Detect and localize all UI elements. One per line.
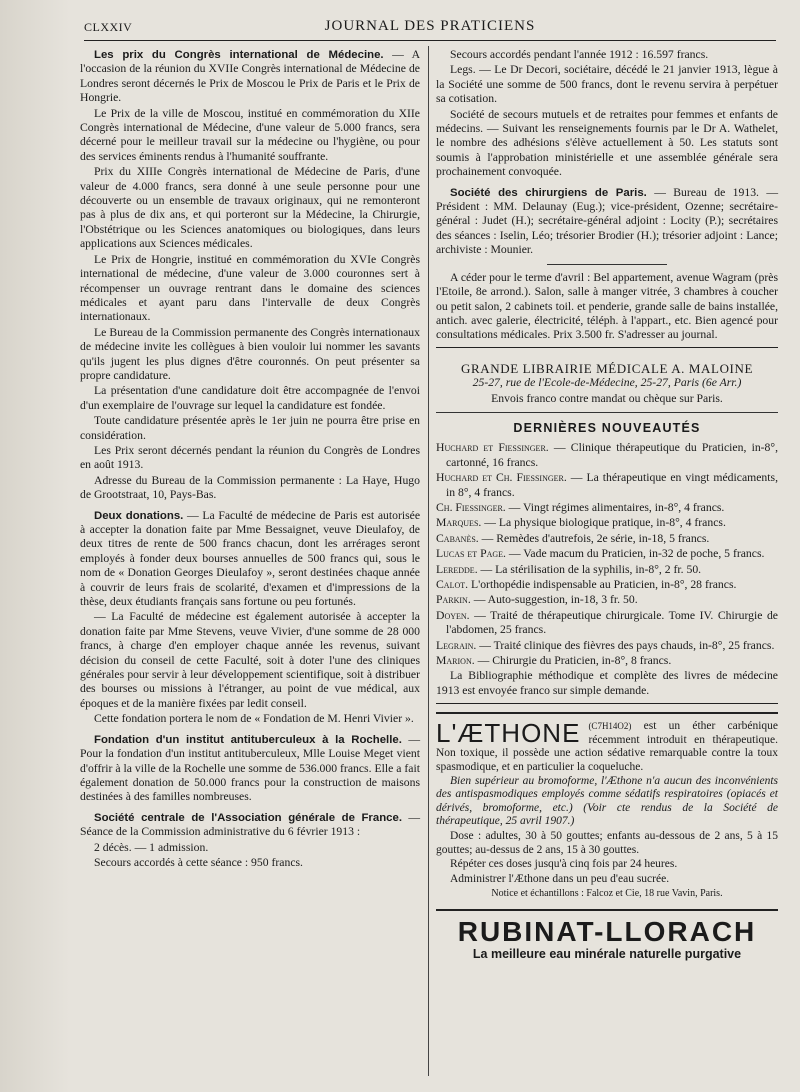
- left-column: [80, 48, 420, 871]
- book-author: Marion.: [436, 654, 475, 668]
- book-title: — Clinique thérapeutique du Praticien, in-8°, cartonné, 16 francs.: [446, 441, 778, 469]
- book-list: [436, 441, 778, 668]
- paragraph: Cette fondation portera le nom de « Fondation de M. Henri Vivier ».: [94, 712, 414, 726]
- book-entry: [436, 471, 778, 500]
- book-author: Leredde.: [436, 562, 478, 576]
- paragraph: — Séance de la Commission administrative du 6 février 1913 :: [80, 810, 420, 839]
- book-title: — Auto-suggestion, in-18, 3 fr. 50.: [470, 593, 638, 607]
- paragraph: est un éther carbénique récemment introduit en thérapeutique. Non toxique, il possède une action sédative remarquable contre la toux spasmodique, et en particulier la coqueluche.: [436, 720, 779, 774]
- column-divider: [428, 46, 429, 1076]
- right-column: [436, 48, 778, 961]
- article-chirurgiens: [436, 186, 778, 258]
- paragraph: — La Faculté de médecine de Paris est autorisée à accepter la donation faite par Mme Bessaignet, veuve Dieulafoy, de deux titres de rente de 500 francs chacun, dont les arrérages seront employés à fonder deux bourses annuelles de 500 francs qui, sous le nom de « Donation Georges Dieulafoy », seront destinées chaque année à couvrir de leurs frais de scolarité, d'examen et d'impressions de la thèse, deux étudiants français sans fortune ou peu fortunés.: [80, 508, 421, 609]
- paragraph: Répéter ces doses jusqu'à cinq fois par 24 heures.: [450, 858, 678, 871]
- article-title: Les prix du Congrès international de Médecine.: [94, 49, 384, 61]
- book-entry: [436, 563, 778, 577]
- book-title: — Traité clinique des fièvres des pays chauds, in-8°, 25 francs.: [476, 638, 775, 652]
- paragraph: La présentation d'une candidature doit être accompagnée de l'envoi d'un exemplaire de l'ouvrage sur lequel la candidature est fondée.: [80, 384, 420, 412]
- article-prix: [80, 48, 420, 106]
- rubinat-ad: [436, 909, 778, 961]
- article-title: Société des chirurgiens de Paris.: [450, 186, 647, 199]
- section-heading: DERNIÈRES NOUVEAUTÉS: [513, 420, 701, 435]
- paragraph: Adresse du Bureau de la Commission permanente : La Haye, Hugo de Grootstraat, 10, Pays-Bas.: [80, 473, 420, 502]
- book-author: Parkin.: [436, 593, 471, 607]
- classified-ad: A céder pour le terme d'avril : Bel appartement, avenue Wagram (près l'Etoile, 8e arrond.). Salon, salle à manger vitrée, 3 chambres à coucher ou petit salon, 2 cabinets toil. et penderie, grande salle de bains installée, antich. avec galerie, électricité, téléph. à l'appart., etc. Bien agencé pour consultations médicales. Prix 3.500 fr. S'adresser au journal.: [436, 270, 778, 342]
- book-entry: [436, 609, 778, 638]
- paragraph: Bien supérieur au bromoforme, l'Æthone n'a aucun des inconvénients des antispasmodiques employés comme sédatifs respiratoires (opiacés et dérivés, bromoforme, etc.) (Voir cte rendus de la Société de thérapeutique, 25 avril 1907.): [436, 774, 778, 828]
- book-author: Ch. Fiessinger.: [436, 500, 506, 514]
- page-number: CLXXIV: [84, 20, 133, 34]
- chemical-formula: (C7H14O2): [588, 721, 632, 732]
- paragraph: Dose : adultes, 30 à 50 gouttes; enfants au-dessous de 2 ans, 5 à 15 gouttes; au-dessus de 2 ans, 15 à 30 gouttes.: [436, 830, 778, 856]
- paragraph: Le Bureau de la Commission permanente des Congrès internationaux de médecine invite les collègues à bien vouloir lui nommer les savants qu'ils jugent les plus dignes d'être couronnés. On peut présenter sa propre candidature.: [80, 325, 420, 382]
- maloine-ad: [436, 347, 778, 705]
- article-donations: [80, 509, 420, 610]
- article-title: Société centrale de l'Association générale de France.: [94, 811, 402, 824]
- article-title: Fondation d'un institut antituberculeux à la Rochelle.: [94, 733, 402, 746]
- paragraph: Secours accordés à cette séance : 950 francs.: [94, 855, 303, 869]
- page-margin-shadow: [0, 0, 70, 1092]
- book-title: — La physique biologique pratique, in-8°, 4 francs.: [481, 516, 726, 530]
- book-author: Doyen.: [436, 608, 470, 622]
- product-tagline: La meilleure eau minérale naturelle purgative: [472, 946, 742, 961]
- book-author: Calot.: [436, 578, 469, 591]
- paragraph: 2 décès. — 1 admission.: [94, 840, 209, 854]
- ad-title: GRANDE LIBRAIRIE MÉDICALE A. MALOINE: [460, 360, 754, 376]
- book-entry: [436, 441, 778, 470]
- book-title: L'orthopédie indispensable au Praticien, in-8°, 28 francs.: [468, 578, 737, 591]
- paragraph: La Bibliographie méthodique et complète des livres de médecine 1913 est envoyée franco sur simple demande.: [436, 669, 778, 697]
- paragraph: — La Faculté de médecine est également autorisée à accepter la donation faite par Mme Stevens, veuve Vivier, d'une somme de 28 000 francs, à charge d'en employer chaque année les revenus, suivant décision du conseil de cette Faculté, soit à doter l'une des cliniques générales pour servir à leur développement scientifique, soit à distribuer des bourses ou missions à l'étranger, au point de vue médical, aux époques et de la manière fixées par ledit conseil.: [80, 610, 420, 710]
- book-entry: [436, 532, 778, 546]
- book-entry: [436, 578, 778, 592]
- paragraph: Toute candidature présentée après le 1er juin ne pourra être prise en considération.: [80, 414, 420, 442]
- product-name: RUBINAT-LLORACH: [457, 915, 757, 947]
- paragraph: — Bureau de 1913. — Président : MM. Delaunay (Eug.); vice-président, Ozenne; secrétaire-général : Judet (H.); secrétaire-général adjoint : Locity (P.); secrétaires des séances : Iselin, Léo; trésorier Brodier (H.); trésorier adjoint : Lance; archiviste : Mounier.: [436, 185, 779, 257]
- running-header: [84, 14, 776, 41]
- ad-address: 25-27, rue de l'Ecole-de-Médecine, 25-27, Paris (6e Arr.): [472, 376, 742, 390]
- book-entry: [436, 547, 778, 561]
- journal-title: JOURNAL DES PRATICIENS: [324, 18, 536, 34]
- paragraph: Les Prix seront décernés pendant la réunion du Congrès de Londres en août 1913.: [80, 443, 420, 472]
- paragraph: Administrer l'Æthone dans un peu d'eau sucrée.: [450, 872, 670, 885]
- book-author: Huchard et Fiessinger.: [436, 441, 549, 455]
- paragraph: Le Prix de Hongrie, institué en commémoration du XVIe Congrès international de médecine, d'une valeur de 3.000 couronnes sert à récompenser un ouvrage rentrant dans le domaine des sciences médicales et ayant paru dans l'intervalle de deux Congrès internationaux.: [80, 252, 420, 324]
- book-entry: [436, 501, 778, 515]
- article-societe-centrale: [80, 811, 420, 840]
- book-title: — Vade macum du Praticien, in-32 de poche, 5 francs.: [505, 547, 765, 561]
- divider: [436, 412, 778, 413]
- paragraph: Le Prix de la ville de Moscou, institué en commémoration du XIIe Congrès international de Médecine, d'une valeur de 5.000 francs, sera décerné pour le meilleur travail sur la médecine ou l'hygiène, ou pour des services éminents rendus à l'humanité souffrante.: [80, 106, 420, 163]
- book-entry: [436, 639, 778, 653]
- book-title: — Remèdes d'autrefois, 2e série, in-18, 5 francs.: [478, 531, 710, 545]
- book-entry: [436, 654, 778, 668]
- aethone-ad: [436, 712, 778, 901]
- book-title: — La stérilisation de la syphilis, in-8°, 2 fr. 50.: [477, 562, 702, 576]
- book-author: Lucas et Page.: [436, 547, 506, 561]
- paragraph: Société de secours mutuels et de retraites pour femmes et enfants de médecins. — Suivant les renseignements fournis par le Dr A. Wathelet, le nombre des adhésions s'élève actuellement à 50. Les statuts sont soumis à l'approbation ministérielle et une assemblée générale sera prochainement convoquée.: [436, 107, 778, 179]
- book-title: — Vingt régimes alimentaires, in-8°, 4 francs.: [505, 500, 725, 514]
- paragraph: — Pour la fondation d'un institut antituberculeux, Mlle Louise Meget vient d'offrir à la ville de la Rochelle une somme de 536.000 francs. Elle a fait également donation de 50.000 francs pour la construction de maisons destinées à des familles nombreuses.: [80, 732, 421, 804]
- paragraph: Notice et échantillons : Falcoz et Cie, 18 rue Vavin, Paris.: [491, 888, 723, 900]
- paragraph: Prix du XIIIe Congrès international de Médecine de Paris, d'une valeur de 4.000 francs, sera donné à une seule personne pour une découverte ou un ensemble de travaux originaux, qui ne remonteront pas à plus de dix ans, et qui porteront sur la Médecine, la Chirurgie, l'Obstétrique ou les Sciences anatomiques ou biologiques, dans leurs applications aux Sciences médicales.: [80, 165, 420, 251]
- article-title: Deux donations.: [94, 509, 184, 522]
- book-author: Cabanès.: [436, 531, 479, 545]
- book-author: Huchard et Ch. Fiessinger.: [436, 471, 567, 485]
- book-title: — La thérapeutique en vingt médicaments, in 8°, 4 francs.: [446, 471, 778, 499]
- book-title: — Chirurgie du Praticien, in-8°, 8 francs.: [474, 654, 672, 668]
- paragraph: Legs. — Le Dr Decori, sociétaire, décédé le 21 janvier 1913, lègue à la Société une somme de 500 francs, dont le revenu servira à perpétuer sa cotisation.: [436, 63, 778, 106]
- book-entry: [436, 516, 778, 530]
- book-entry: [436, 593, 778, 607]
- paragraph: Secours accordés pendant l'année 1912 : 16.597 francs.: [450, 48, 709, 61]
- divider: [547, 264, 667, 265]
- book-title: — Traité de thérapeutique chirurgicale. Tome IV. Chirurgie de l'abdomen, 25 francs.: [446, 608, 778, 637]
- product-name: L'ÆTHONE: [436, 718, 581, 749]
- book-author: Marques.: [436, 516, 482, 530]
- book-author: Legrain.: [436, 638, 477, 652]
- article-institut: [80, 733, 420, 805]
- paragraph: — A l'occasion de la réunion du XVIIe Congrès international de Médecine de Londres seront décernés le Prix de Moscou le Prix de Paris et le Prix de Hongrie.: [80, 48, 421, 105]
- ad-shipping: Envois franco contre mandat ou chèque sur Paris.: [491, 391, 723, 405]
